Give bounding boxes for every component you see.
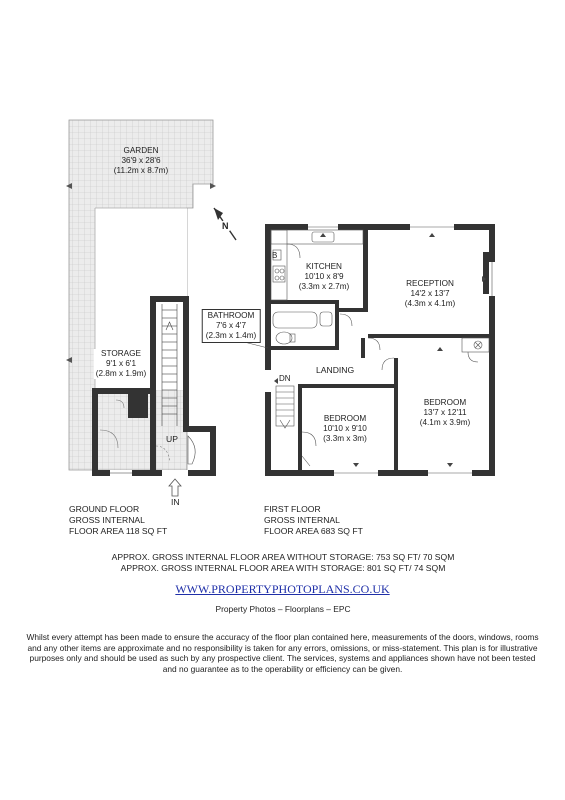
first-floor-title: FIRST FLOOR: [264, 504, 321, 514]
room-storage-name: STORAGE: [101, 349, 141, 358]
room-garden-dims-metric: (11.2m x 8.7m): [113, 166, 169, 175]
room-bedroom-1-dims-metric: (3.3m x 3m): [323, 434, 367, 443]
room-garden: [114, 146, 168, 176]
stairs-down-label: DN: [279, 374, 291, 383]
entrance-label: IN: [171, 497, 180, 507]
room-storage-dims-imperial: 9'1 x 6'1: [106, 359, 136, 368]
room-bedroom-1-name: BEDROOM: [323, 414, 367, 423]
room-bathroom: [202, 309, 261, 343]
room-bedroom-2-name: BEDROOM: [423, 398, 467, 407]
total-area-with-storage: APPROX. GROSS INTERNAL FLOOR AREA WITH STORAGE: 801 SQ FT/ 74 SQM: [120, 563, 446, 573]
tagline: Property Photos – Floorplans – EPC: [215, 604, 351, 614]
ground-floor-gross: GROSS INTERNAL: [69, 515, 145, 525]
room-storage-dims-metric: (2.8m x 1.9m): [95, 369, 147, 378]
first-floor-gross: GROSS INTERNAL: [264, 515, 340, 525]
entrance-arrow-icon: [169, 479, 181, 496]
ground-floor-area: [69, 504, 167, 537]
total-area-without-storage: APPROX. GROSS INTERNAL FLOOR AREA WITHOUT STORAGE: 753 SQ FT/ 70 SQM: [111, 552, 455, 562]
room-bedroom-2: [420, 398, 471, 428]
room-bedroom-1: [323, 414, 367, 444]
room-bathroom-name: BATHROOM: [207, 311, 255, 320]
room-garden-dims-imperial: 36'9 x 28'6: [121, 156, 161, 165]
room-reception-name: RECEPTION: [406, 279, 454, 288]
room-storage: [94, 349, 149, 379]
boiler-label: B: [272, 251, 278, 260]
room-reception-dims-metric: (4.3m x 4.1m): [404, 299, 456, 308]
first-floor-sqft: FLOOR AREA 683 SQ FT: [264, 526, 363, 536]
compass-north-label: N: [222, 221, 229, 231]
room-bathroom-dims-metric: (2.3m x 1.4m): [205, 331, 257, 340]
room-bedroom-1-dims-imperial: 10'10 x 9'10: [323, 424, 367, 433]
room-reception: [405, 279, 456, 309]
stairs-up-label: UP: [166, 434, 178, 444]
room-bedroom-2-dims-metric: (4.1m x 3.9m): [419, 418, 471, 427]
first-floor-area: [264, 504, 363, 537]
room-reception-dims-imperial: 14'2 x 13'7: [410, 289, 450, 298]
room-kitchen-dims-imperial: 10'10 x 8'9: [304, 272, 344, 281]
room-bathroom-dims-imperial: 7'6 x 4'7: [216, 321, 246, 330]
ground-floor-sqft: FLOOR AREA 118 SQ FT: [69, 526, 168, 536]
landing-label: LANDING: [316, 365, 355, 375]
room-kitchen: [299, 262, 350, 292]
room-kitchen-dims-metric: (3.3m x 2.7m): [298, 282, 350, 291]
website-link[interactable]: WWW.PROPERTYPHOTOPLANS.CO.UK: [175, 582, 390, 596]
ground-floor-title: GROUND FLOOR: [69, 504, 140, 514]
room-garden-name: GARDEN: [123, 146, 159, 155]
disclaimer-text: Whilst every attempt has been made to ensure the accuracy of the floor plan contained here, measurements of the doors, windows, rooms and any other items are approximate and no responsibility is taken for any errors, omissions, or miss-statement. This plan is for illustrative purposes only and should be used as such by any prospective client. The services, systems and appliances shown have not been tested and no guarantee as to the operability or efficiency can be given.: [26, 632, 539, 674]
room-kitchen-name: KITCHEN: [306, 262, 342, 271]
room-bedroom-2-dims-imperial: 13'7 x 12'11: [423, 408, 467, 417]
